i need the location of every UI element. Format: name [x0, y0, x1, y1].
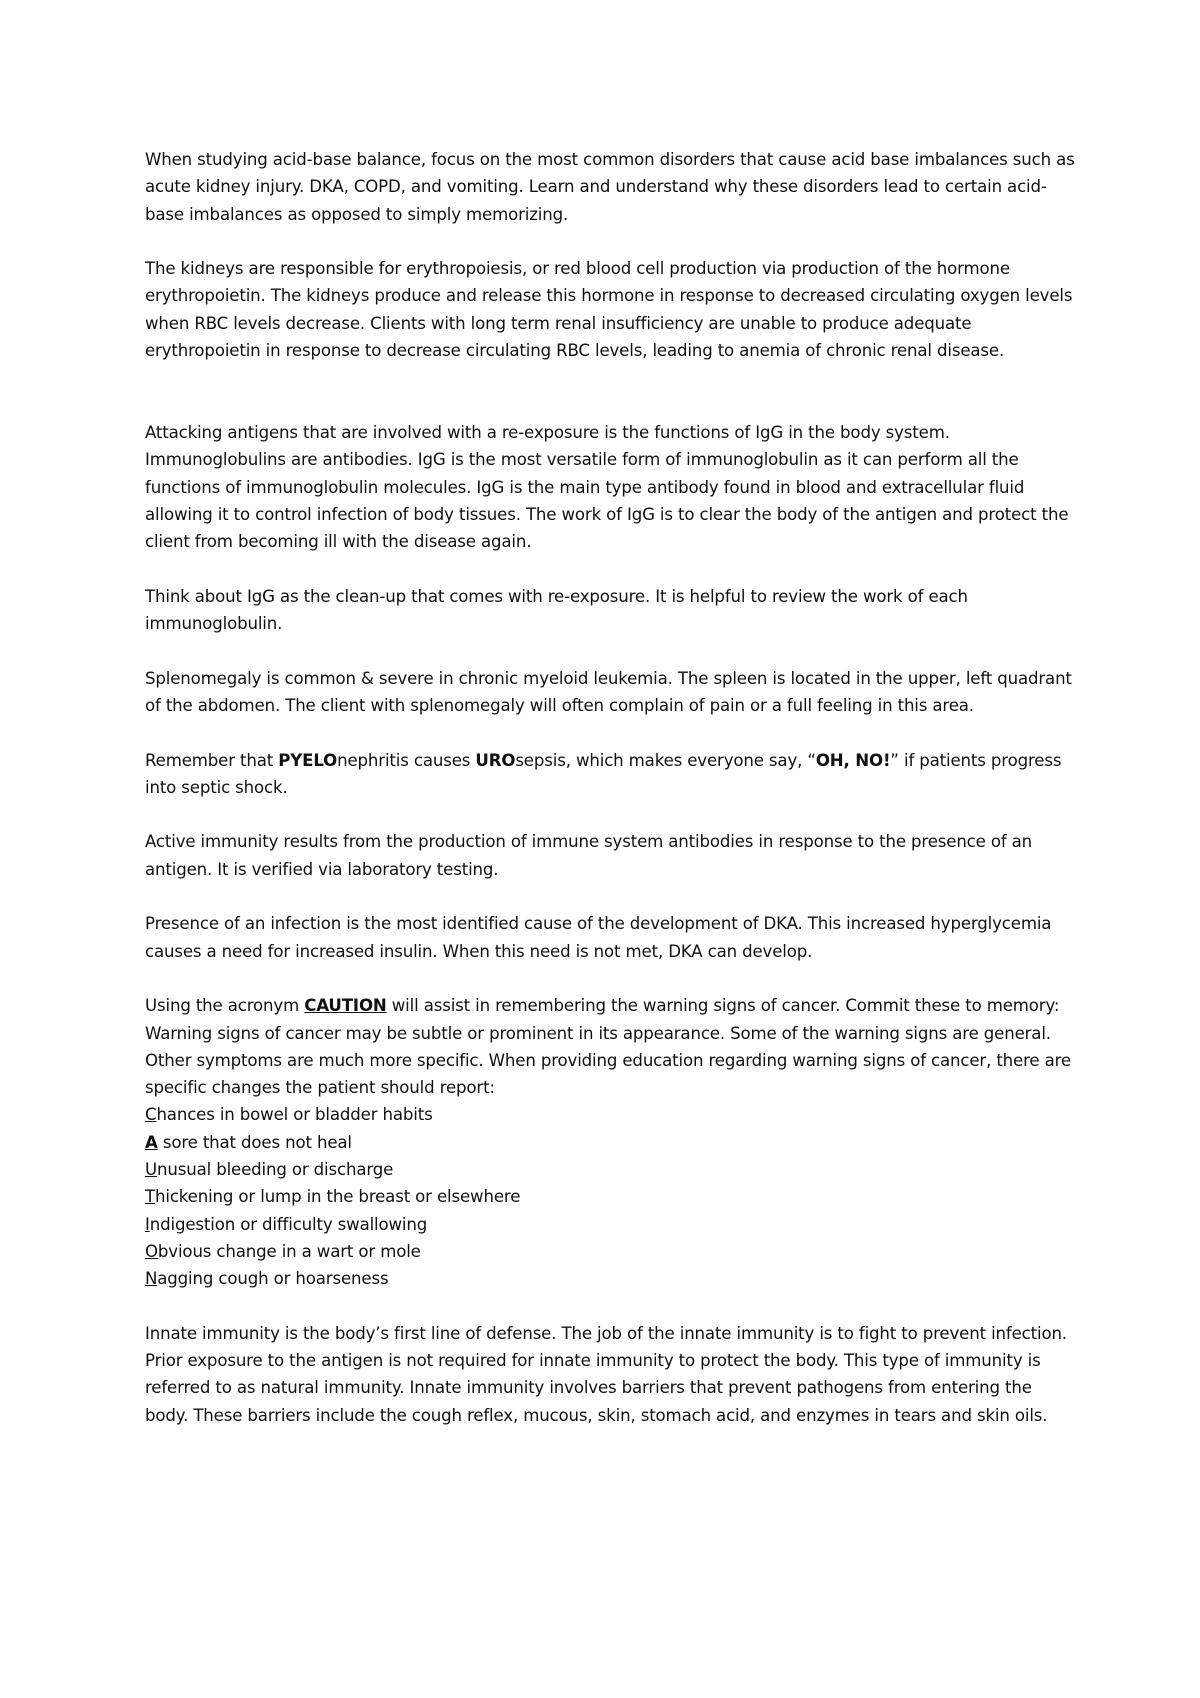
list-letter: N [145, 1269, 158, 1289]
list-item [145, 1265, 1075, 1292]
paragraph-caution-intro [145, 992, 1075, 1019]
list-letter: C [145, 1105, 157, 1125]
list-text: ndigestion or difficulty swallowing [149, 1214, 428, 1234]
text-segment: Using the acronym [145, 996, 305, 1016]
text-segment: Remember that [145, 750, 279, 770]
paragraph-acid-base: When studying acid-base balance, focus on the most common disorders that cause acid base imbalances such as acute kidney injury. DKA, COPD, and vomiting. Learn and understand why these disorders lead to certain acid-base imbalances as opposed to simply memorizing. [145, 150, 1075, 224]
paragraph-igg: Attacking antigens that are involved with a re-exposure is the functions of IgG in the body system. Immunoglobulins are antibodies. IgG is the most versatile form of immunoglobulin as it can perform all the functions of immunoglobulin molecules. IgG is the main type antibody found in blood and extracellular fluid allowing it to control infection of body tissues. The work of IgG is to clear the body of the antigen and protect the client from becoming ill with the disease again. [145, 422, 1069, 552]
paragraph-active-immunity: Active immunity results from the production of immune system antibodies in response to the presence of an antigen. It is verified via laboratory testing. [145, 832, 1033, 879]
bold-term-uro: URO [475, 750, 516, 770]
list-text: nusual bleeding or discharge [157, 1159, 394, 1179]
document-body [145, 146, 1075, 1456]
list-text: hances in bowel or bladder habits [156, 1105, 433, 1125]
paragraph-igg-cleanup: Think about IgG as the clean-up that comes with re-exposure. It is helpful to review the work of each immunoglobulin. [145, 586, 968, 634]
list-letter: O [145, 1241, 158, 1261]
paragraph-innate-immunity: Innate immunity is the body’s first line of defense. The job of the innate immunity is to fight to prevent infection. Prior exposure to the antigen is not required for innate immunity to protect the body. This type of immunity is referred to as natural immunity. Innate immunity involves barriers that prevent pathogens from entering the body. These barriers include the cough reflex, mucous, skin, stomach acid, and enzymes in tears and skin oils. [145, 1323, 1067, 1425]
list-letter: T [145, 1187, 155, 1207]
paragraph-dka: Presence of an infection is the most identified cause of the development of DKA. This increased hyperglycemia causes a need for increased insulin. When this need is not met, DKA can develop. [145, 914, 1052, 961]
list-item [145, 1129, 1075, 1156]
list-item [145, 1156, 1075, 1183]
list-item [145, 1211, 1075, 1238]
paragraph-warning-signs: Warning signs of cancer may be subtle or prominent in its appearance. Some of the warning signs are general. Other symptoms are much more specific. When providing education regarding warning signs of cancer, there are specific changes the patient should report: [145, 1023, 1071, 1098]
caution-list [145, 1101, 1075, 1292]
bold-term-oh-no: OH, NO! [815, 750, 891, 770]
list-item [145, 1101, 1075, 1128]
list-text: bvious change in a wart or mole [157, 1241, 421, 1261]
paragraph-erythropoiesis: The kidneys are responsible for erythropoiesis, or red blood cell production via production of the hormone erythropoietin. The kidneys produce and release this hormone in response to decreased circulating oxygen levels when RBC levels decrease. Clients with long term renal insufficiency are unable to produce adequate erythropoietin in response to decrease circulating RBC levels, leading to anemia of chronic renal disease. [145, 259, 1073, 361]
list-text: sore that does not heal [157, 1132, 352, 1152]
list-letter: U [145, 1159, 157, 1179]
text-segment: ” if patients progress into septic shock. [145, 750, 1062, 797]
list-item [145, 1238, 1075, 1265]
list-letter: I [145, 1214, 150, 1234]
paragraph-pyelonephritis [145, 747, 1075, 802]
list-text: agging cough or hoarseness [157, 1269, 389, 1289]
text-segment: sepsis, which makes everyone say, “ [515, 750, 816, 770]
acronym-caution: CAUTION [304, 996, 387, 1016]
paragraph-splenomegaly: Splenomegaly is common & severe in chronic myeloid leukemia. The spleen is located in the upper, left quadrant of the abdomen. The client with splenomegaly will often complain of pain or a full feeling in this area. [145, 668, 1072, 715]
text-segment: will assist in remembering the warning signs of cancer. Commit these to memory: [386, 996, 1060, 1016]
list-text: hickening or lump in the breast or elsewhere [155, 1187, 521, 1207]
bold-term-pyelo: PYELO [278, 750, 338, 770]
list-letter: A [145, 1132, 158, 1152]
text-segment: nephritis causes [337, 750, 476, 770]
list-item [145, 1183, 1075, 1210]
